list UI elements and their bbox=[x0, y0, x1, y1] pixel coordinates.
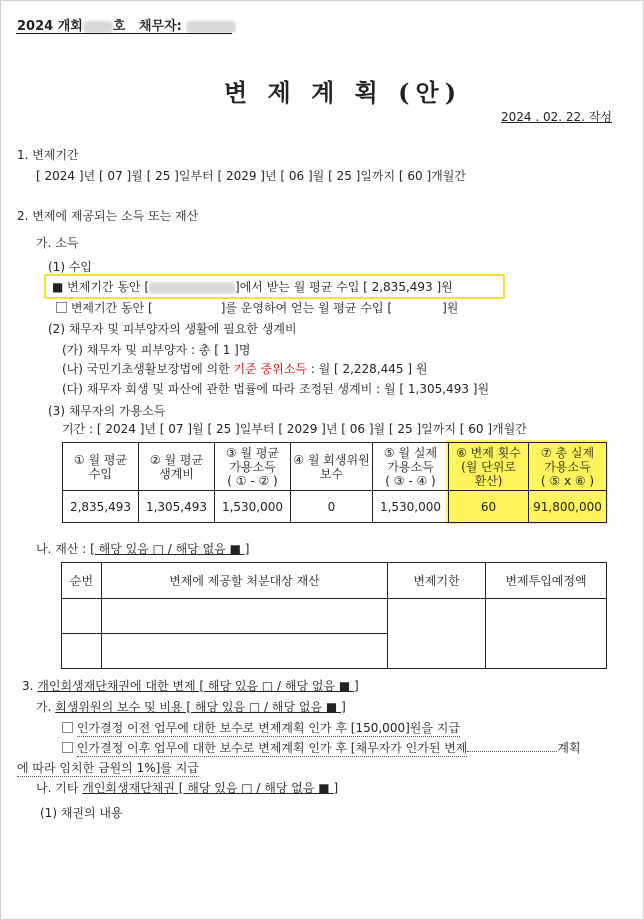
repayment-period: [ 2024 ]년 [ 07 ]월 [ 25 ]일부터 [ 2029 ]년 [ 06 ]월 [ 25 ]일까지 [ 60 ]개월간 bbox=[36, 169, 466, 183]
option1-checkbox[interactable] bbox=[62, 722, 73, 733]
case-ho: 호 bbox=[112, 19, 126, 34]
header-trustee-fee: ④ 월 회생위원 보수 bbox=[291, 443, 373, 491]
case-header bbox=[17, 15, 236, 34]
income-subheading: 가. 소득 bbox=[36, 236, 79, 250]
value-actual-available: 1,530,000 bbox=[373, 491, 449, 523]
available-income-period: 기간 : [ 2024 ]년 [ 07 ]월 [ 25 ]일부터 [ 2029 ]년 [ 06 ]월 [ 25 ]일까지 [ 60 ]개월간 bbox=[62, 422, 527, 436]
empty-cell bbox=[102, 599, 388, 634]
trustee-fee-option2: 인가결정 이후 업무에 대한 보수로 변제계획 인가 후 [채무자가 인가된 변제 계획 bbox=[62, 739, 581, 757]
property-applicability: [ 해당 있음 □ / 해당 없음 ■ ] bbox=[90, 542, 250, 556]
median-income-term: 기준 중위소득 bbox=[233, 362, 307, 376]
available-income-table bbox=[62, 442, 607, 523]
empty-cell bbox=[62, 599, 102, 634]
value-total-available: 91,800,000 bbox=[529, 491, 607, 523]
available-income-heading: (3) 채무자의 가용소득 bbox=[48, 404, 166, 418]
living-adjusted: (다) 채무자 회생 및 파산에 관한 법률에 따라 조정된 생계비 : 월 [ 1,305,493 ]원 bbox=[62, 382, 490, 396]
header-total-available: ⑦ 총 실제 가용소득 ( ⑤ x ⑥ ) bbox=[529, 443, 607, 491]
value-trustee-fee: 0 bbox=[291, 491, 373, 523]
value-monthly-income: 2,835,493 bbox=[63, 491, 139, 523]
redacted-employer bbox=[149, 282, 235, 294]
empty-cell bbox=[102, 634, 388, 669]
header-living-cost: ② 월 평균 생계비 bbox=[139, 443, 215, 491]
col-deadline: 변제기한 bbox=[388, 563, 486, 599]
income-business: 변제기간 동안 [ ]를 운영하여 얻는 월 평균 수입 [ ]원 bbox=[56, 299, 458, 316]
value-repay-count: 60 bbox=[449, 491, 529, 523]
revenue-heading: (1) 수입 bbox=[48, 260, 92, 274]
trustee-fee-option1: 인가결정 이전 업무에 대한 보수로 변제계획 인가 후 [150,000]원을 지급 bbox=[62, 719, 460, 737]
living-household: (가) 채무자 및 피부양자 : 총 [ 1 ]명 bbox=[62, 343, 251, 357]
col-property: 변제에 제공할 처분대상 재산 bbox=[102, 563, 388, 599]
value-available: 1,530,000 bbox=[215, 491, 291, 523]
trustee-fee-heading: 가. 회생위원의 보수 및 비용 [ 해당 있음 □ / 해당 없음 ■ ] bbox=[36, 700, 346, 714]
col-seq: 순번 bbox=[62, 563, 102, 599]
other-claims-heading: 나. 기타 개인회생재단채권 [ 해당 있음 □ / 해당 없음 ■ ] bbox=[36, 781, 339, 795]
empty-cell bbox=[62, 634, 102, 669]
section2-heading: 2. 변제에 제공되는 소득 또는 재산 bbox=[17, 209, 199, 223]
living-median-income: (나) 국민기초생활보장법에 의한 기준 중위소득 : 월 [ 2,228,445 ] 원 bbox=[62, 362, 428, 376]
trustee-fee-option2-cont: 에 따라 임치한 금원의 1%]를 지급 bbox=[17, 761, 199, 775]
redacted-case-number bbox=[83, 21, 113, 33]
redacted-debtor-name bbox=[186, 21, 236, 33]
header-monthly-income: ① 월 평균 수입 bbox=[63, 443, 139, 491]
header-available: ③ 월 평균 가용소득 ( ① - ② ) bbox=[215, 443, 291, 491]
property-table bbox=[61, 562, 607, 669]
date-written: 2024 . 02. 22. 작성 bbox=[501, 110, 612, 124]
property-line: 나. 재산 : [ 해당 있음 □ / 해당 없음 ■ ] bbox=[36, 542, 250, 556]
section3-heading: 3. 개인회생재단채권에 대한 변제 [ 해당 있음 □ / 해당 없음 ■ ] bbox=[22, 679, 359, 693]
option2-checkbox[interactable] bbox=[62, 742, 73, 753]
empty-cell bbox=[486, 599, 607, 669]
income-salary: ■ 변제기간 동안 [ ]에서 받는 월 평균 수입 [ 2,835,493 ]원 bbox=[52, 280, 453, 294]
empty-cell bbox=[388, 599, 486, 669]
business-checkbox[interactable] bbox=[56, 302, 67, 313]
debtor-label: 채무자: bbox=[138, 19, 182, 34]
living-cost-heading: (2) 채무자 및 피부양자의 생활에 필요한 생계비 bbox=[48, 322, 297, 336]
page-title: 변 제 계 획 (안) bbox=[224, 78, 463, 107]
case-year: 2024 개회 bbox=[17, 19, 83, 34]
value-living-cost: 1,305,493 bbox=[139, 491, 215, 523]
header-repay-count: ⑥ 변제 횟수 (월 단위로 환산) bbox=[449, 443, 529, 491]
col-amount: 변제투입예정액 bbox=[486, 563, 607, 599]
section1-heading: 1. 변제기간 bbox=[17, 148, 79, 162]
header-actual-available: ⑤ 월 실제 가용소득 ( ③ - ④ ) bbox=[373, 443, 449, 491]
claim-details: (1) 채권의 내용 bbox=[40, 806, 123, 820]
header-underline bbox=[16, 33, 232, 34]
